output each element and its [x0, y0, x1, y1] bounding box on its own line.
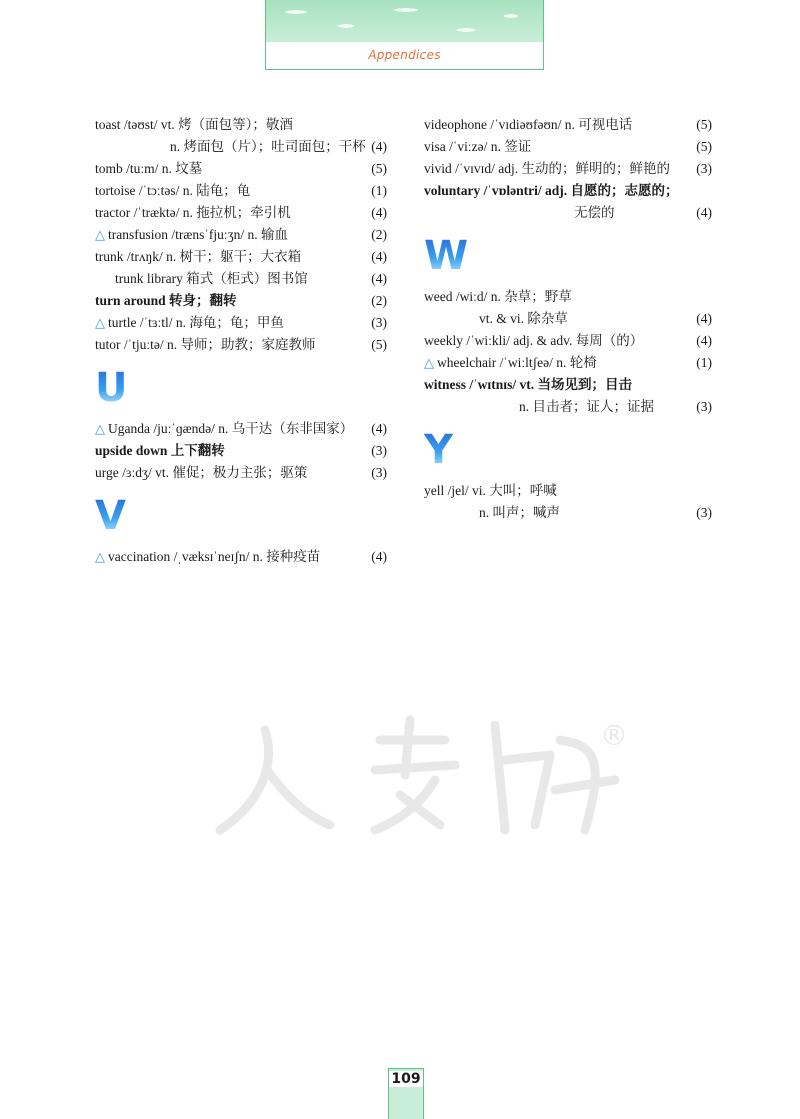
- unit-number: (4): [371, 205, 387, 220]
- unit-number: (4): [371, 249, 387, 264]
- unit-number: (5): [696, 117, 712, 132]
- unit-number: (5): [371, 337, 387, 352]
- glossary-line: [424, 136, 712, 158]
- entry-text: voluntary /ˈvɒləntri/ adj. 自愿的；志愿的；: [424, 183, 679, 198]
- glossary-line: [424, 308, 712, 330]
- section-label: Appendices: [368, 48, 441, 62]
- triangle-marker-icon: △: [95, 422, 105, 437]
- unit-number: (3): [696, 505, 712, 520]
- unit-number: (5): [371, 161, 387, 176]
- glossary-line: [95, 224, 387, 246]
- entry-text: tutor /ˈtjuːtə/ n. 导师；助教；家庭教师: [95, 337, 316, 352]
- section-header-tab: [265, 0, 544, 70]
- entry-text: trunk library 箱式（柜式）图书馆: [115, 271, 308, 286]
- unit-number: (4): [696, 311, 712, 326]
- entry-text: turtle /ˈtɜːtl/ n. 海龟；龟；甲鱼: [108, 315, 284, 330]
- glossary-line: [424, 180, 712, 202]
- unit-number: (3): [371, 443, 387, 458]
- page-number-tab: [388, 1068, 424, 1119]
- registered-mark: ®: [600, 719, 628, 752]
- unit-number: (2): [371, 293, 387, 308]
- entry-text: weed /wiːd/ n. 杂草；野草: [424, 289, 572, 304]
- glossary-line: [95, 546, 387, 568]
- glossary-line: [424, 158, 712, 180]
- unit-number: (3): [371, 465, 387, 480]
- entry-text: trunk /trʌŋk/ n. 树干；躯干；大衣箱: [95, 249, 302, 264]
- entry-text: vivid /ˈvɪvɪd/ adj. 生动的；鲜明的；鲜艳的: [424, 161, 670, 176]
- entry-group: [424, 480, 712, 524]
- header-band: [266, 0, 543, 42]
- unit-number: (4): [371, 139, 387, 154]
- entry-text: yell /jel/ vi. 大叫；呼喊: [424, 483, 557, 498]
- triangle-marker-icon: △: [95, 228, 105, 243]
- glossary-line: [424, 502, 712, 524]
- section-letter-w: W: [424, 236, 712, 276]
- unit-number: (4): [371, 421, 387, 436]
- unit-number: (4): [696, 333, 712, 348]
- glossary-line: [95, 202, 387, 224]
- section-letter-v: V: [95, 496, 387, 536]
- publisher-watermark: [205, 700, 635, 840]
- glossary-line: [95, 136, 387, 158]
- entry-text: upside down 上下翻转: [95, 443, 225, 458]
- entry-text: n. 烤面包（片）；吐司面包；干杯: [170, 139, 366, 154]
- unit-number: (3): [696, 399, 712, 414]
- entry-group: [95, 546, 387, 568]
- unit-number: (3): [696, 161, 712, 176]
- glossary-line: [95, 290, 387, 312]
- glossary-line: [95, 158, 387, 180]
- unit-number: (4): [371, 549, 387, 564]
- unit-number: (3): [371, 315, 387, 330]
- entry-text: witness /ˈwɪtnɪs/ vt. 当场见到；目击: [424, 377, 633, 392]
- entry-text: n. 叫声；喊声: [479, 505, 560, 520]
- entry-text: turn around 转身；翻转: [95, 293, 237, 308]
- entry-text: tractor /ˈtræktə/ n. 拖拉机；牵引机: [95, 205, 291, 220]
- entry-group: [424, 286, 712, 418]
- unit-number: (1): [696, 355, 712, 370]
- glossary-line: [424, 480, 712, 502]
- glossary-line: [95, 462, 387, 484]
- entry-text: 无偿的: [574, 205, 615, 220]
- section-letter-u: U: [95, 368, 387, 408]
- glossary-line: [424, 352, 712, 374]
- entry-text: Uganda /juːˈɡændə/ n. 乌干达（东非国家）: [108, 421, 354, 436]
- entry-text: wheelchair /ˈwiːltʃeə/ n. 轮椅: [437, 355, 597, 370]
- entry-text: tortoise /ˈtɔːtəs/ n. 陆龟；龟: [95, 183, 251, 198]
- entry-group: [95, 114, 387, 356]
- glossary-line: [424, 374, 712, 396]
- entry-text: transfusion /trænsˈfjuːʒn/ n. 输血: [108, 227, 288, 242]
- section-letter-y: Y: [424, 430, 712, 470]
- glossary-line: [95, 180, 387, 202]
- entry-text: vaccination /ˌvæksɪˈneɪʃn/ n. 接种疫苗: [108, 549, 321, 564]
- unit-number: (2): [371, 227, 387, 242]
- entry-group: [95, 418, 387, 484]
- entry-group: [424, 114, 712, 224]
- glossary-line: [95, 312, 387, 334]
- glossary-line: [424, 330, 712, 352]
- entry-text: urge /ɜːdʒ/ vt. 催促；极力主张；驱策: [95, 465, 308, 480]
- entry-text: tomb /tuːm/ n. 坟墓: [95, 161, 203, 176]
- triangle-marker-icon: △: [424, 356, 434, 371]
- glossary-line: [95, 268, 387, 290]
- unit-number: (4): [696, 205, 712, 220]
- page-number: 109: [389, 1071, 423, 1087]
- triangle-marker-icon: △: [95, 316, 105, 331]
- glossary-line: [95, 440, 387, 462]
- unit-number: (1): [371, 183, 387, 198]
- entry-text: n. 目击者；证人；证据: [519, 399, 654, 414]
- glossary-right-column: [424, 114, 712, 524]
- glossary-line: [95, 334, 387, 356]
- glossary-line: [424, 114, 712, 136]
- triangle-marker-icon: △: [95, 550, 105, 565]
- glossary-line: [95, 246, 387, 268]
- unit-number: (4): [371, 271, 387, 286]
- entry-text: videophone /ˈvɪdiəʊfəʊn/ n. 可视电话: [424, 117, 633, 132]
- glossary-line: [424, 202, 712, 224]
- unit-number: (5): [696, 139, 712, 154]
- glossary-line: [424, 286, 712, 308]
- entry-text: visa /ˈviːzə/ n. 签证: [424, 139, 532, 154]
- entry-text: vt. & vi. 除杂草: [479, 311, 568, 326]
- glossary-line: [95, 114, 387, 136]
- entry-text: toast /təʊst/ vt. 烤（面包等）；敬酒: [95, 117, 293, 132]
- glossary-line: [424, 396, 712, 418]
- glossary-line: [95, 418, 387, 440]
- glossary-left-column: [95, 114, 387, 568]
- entry-text: weekly /ˈwiːkli/ adj. & adv. 每周（的）: [424, 333, 644, 348]
